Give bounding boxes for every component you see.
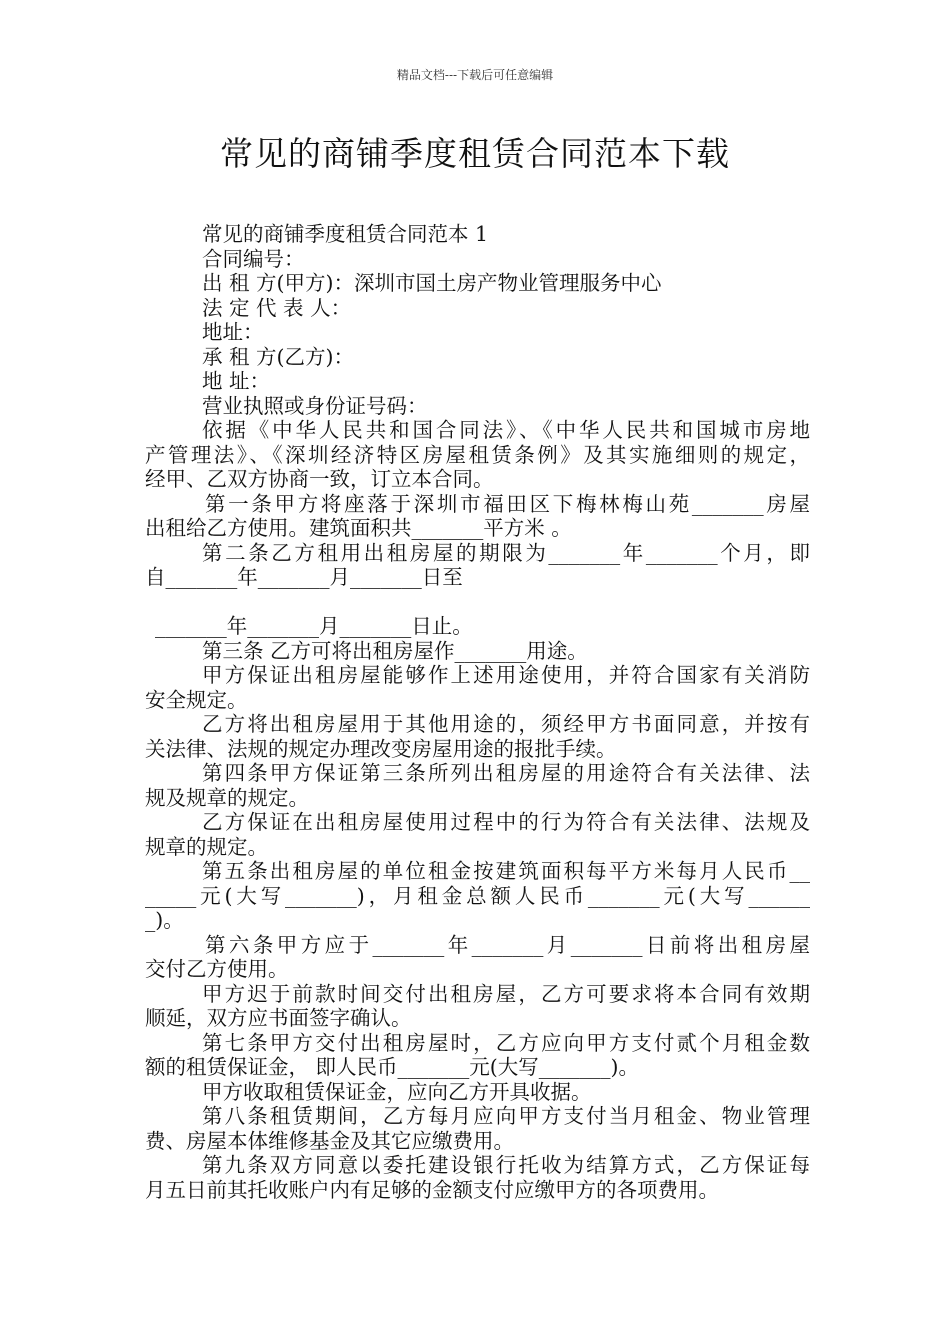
blank-line	[145, 590, 810, 615]
header-note: 精品文档---下载后可任意编辑	[396, 68, 554, 82]
article-4-line: 规及规章的规定。	[145, 785, 309, 810]
paragraph-line: 经甲、乙双方协商一致，订立本合同。	[145, 467, 494, 491]
article-4-line: 第四条甲方保证第三条所列出租房屋的用途符合有关法律、法	[202, 761, 810, 785]
article-1-line: 第一条甲方将座落于深圳市福田区下梅林梅山苑_______房屋	[205, 491, 810, 516]
section-heading: 常见的商铺季度租赁合同范本 1	[202, 222, 489, 246]
article-6-line: 甲方迟于前款时间交付出租房屋，乙方可要求将本合同有效期	[202, 981, 810, 1006]
lessee-address-line: 地 址：	[202, 369, 271, 393]
article-9-line: 月五日前其托收账户内有足够的金额支付应缴甲方的各项费用。	[145, 1177, 719, 1202]
paragraph-line: 产管理法》、《深圳经济特区房屋租赁条例》及其实施细则的规定，	[145, 442, 810, 467]
lessor-address-line: 地址：	[202, 320, 264, 344]
article-4-line: 乙方保证在出租房屋使用过程中的行为符合有关法律、法规及	[202, 810, 810, 834]
article-2-line: 第二条乙方租用出租房屋的期限为_______年_______个月，即	[202, 540, 810, 565]
contract-number-line: 合同编号：	[202, 246, 305, 271]
article-5-line: 第五条出租房屋的单位租金按建筑面积每平方米每月人民币__	[202, 859, 810, 883]
article-5-line: _____元(大写_______)，月租金总额人民币_______元(大写______	[145, 883, 810, 908]
lessee-line: 承 租 方(乙方)：	[202, 344, 355, 369]
article-6-line: 顺延，双方应书面签字确认。	[145, 1006, 412, 1030]
license-id-line: 营业执照或身份证号码：	[202, 393, 428, 418]
lessor-line: 出 租 方(甲方)：深圳市国土房产物业管理服务中心	[202, 271, 662, 295]
article-6-line: 交付乙方使用。	[145, 957, 289, 981]
article-5-line: _)。	[145, 908, 184, 932]
article-8-line: 费、房屋本体维修基金及其它应缴费用。	[145, 1128, 514, 1153]
article-7-line: 甲方收取租赁保证金，应向乙方开具收据。	[202, 1079, 592, 1104]
article-2-line: 自_______年_______月_______日至	[145, 565, 463, 589]
contract-body	[145, 222, 810, 1202]
article-1-line: 出租给乙方使用。建筑面积共_______平方米 。	[145, 516, 572, 540]
paragraph-line: 依据《中华人民共和国合同法》、《中华人民共和国城市房地	[202, 418, 810, 442]
article-7-line: 额的租赁保证金， 即人民币_______元(大写_______)。	[145, 1055, 640, 1079]
article-9-line: 第九条双方同意以委托建设银行托收为结算方式，乙方保证每	[202, 1153, 810, 1177]
article-3-line: 甲方保证出租房屋能够作上述用途使用，并符合国家有关消防	[202, 663, 810, 687]
document-title: 常见的商铺季度租赁合同范本下载	[220, 134, 730, 173]
article-7-line: 第七条甲方交付出租房屋时，乙方应向甲方支付贰个月租金数	[202, 1030, 810, 1055]
article-6-line: 第六条甲方应于_______年_______月_______日前将出租房屋	[205, 932, 810, 957]
article-8-line: 第八条租赁期间，乙方每月应向甲方支付当月租金、物业管理	[202, 1104, 810, 1128]
legal-representative-line: 法 定 代 表 人：	[202, 295, 352, 320]
article-3-line: 第三条 乙方可将出租房屋作_______用途。	[202, 638, 588, 663]
article-2-line: _______年_______月_______日止。	[155, 614, 473, 638]
article-3-line: 安全规定。	[145, 687, 248, 712]
article-3-line: 乙方将出租房屋用于其他用途的，须经甲方书面同意，并按有	[202, 712, 810, 736]
article-3-line: 关法律、法规的规定办理改变房屋用途的报批手续。	[145, 736, 617, 761]
article-4-line: 规章的规定。	[145, 834, 268, 859]
